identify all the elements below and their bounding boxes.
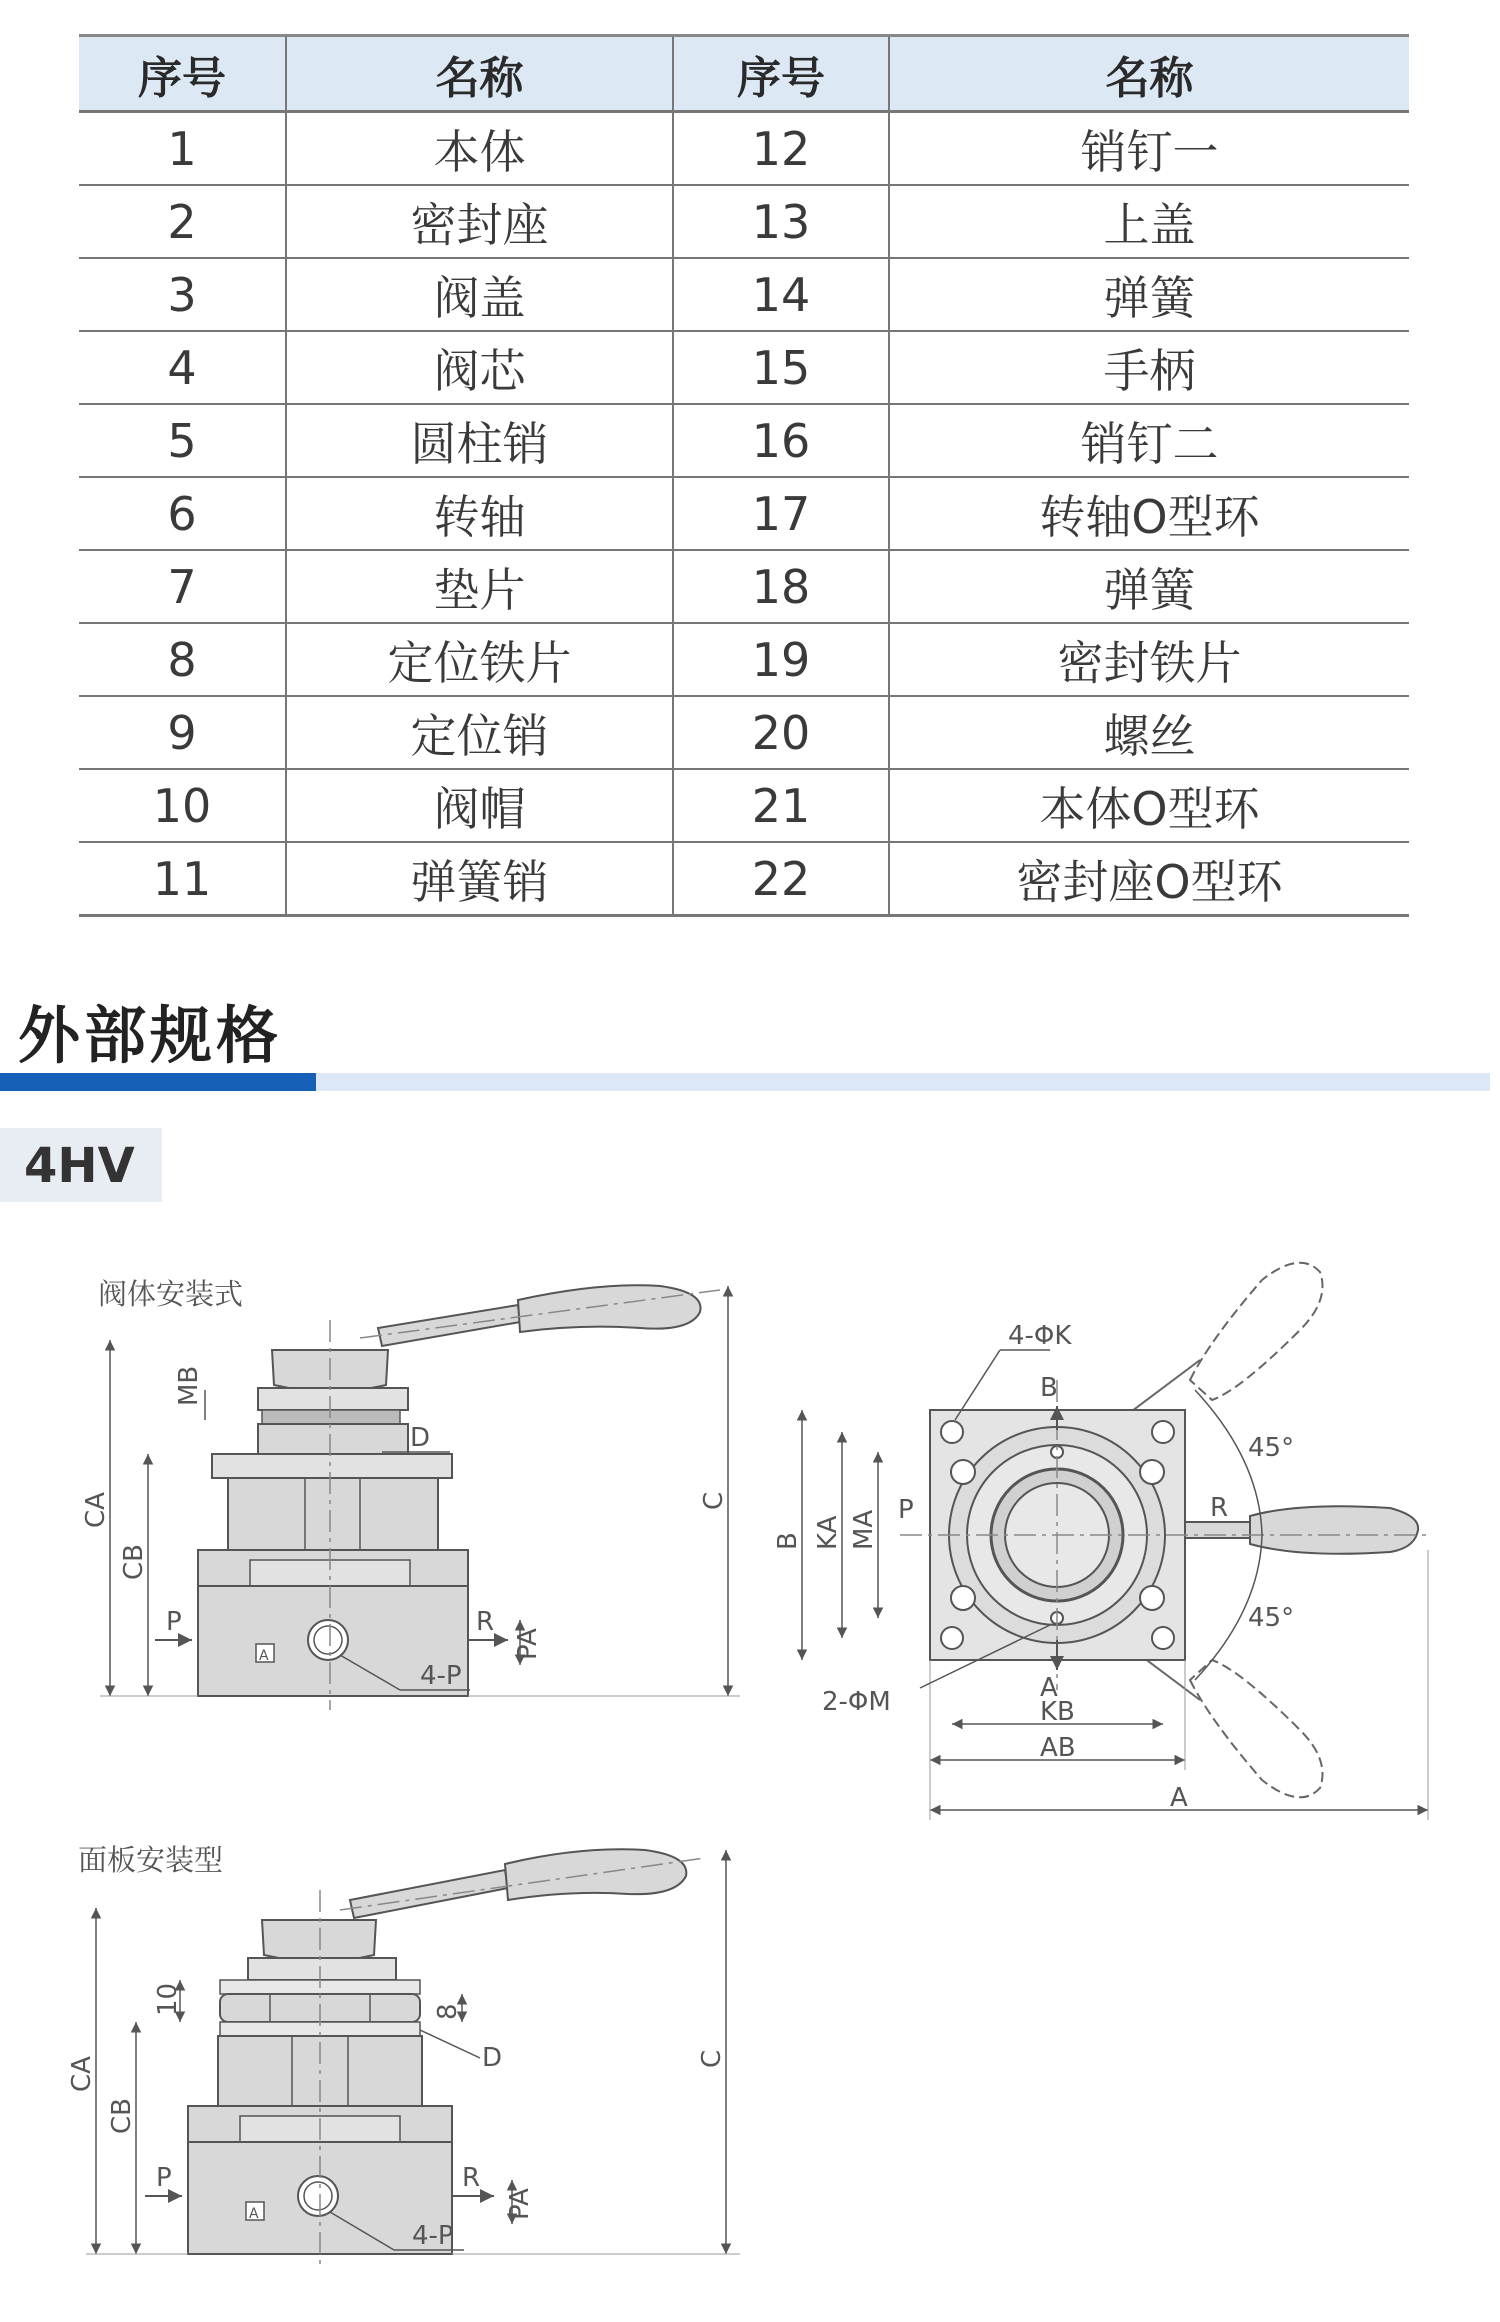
cell-index: 14 (673, 258, 889, 331)
cell-part-name: 定位铁片 (286, 623, 673, 696)
dim-10: 10 (153, 1982, 183, 2016)
cell-index: 9 (79, 696, 286, 769)
angle-label-lower: 45° (1248, 1603, 1295, 1633)
dim-port: 4-P (412, 2221, 454, 2251)
cell-part-name: 销钉一 (889, 112, 1409, 186)
cell-part-name: 手柄 (889, 331, 1409, 404)
port-r-label: R (462, 2163, 481, 2193)
cell-index: 7 (79, 550, 286, 623)
port-r-label: R (1210, 1493, 1229, 1523)
model-name: 4HV (24, 1138, 135, 1194)
cell-index: 16 (673, 404, 889, 477)
port-b-label: B (1040, 1373, 1058, 1403)
port-a-marker: A (249, 2206, 259, 2222)
cell-index: 3 (79, 258, 286, 331)
port-p-label: P (156, 2163, 172, 2193)
port-r-label: R (476, 1607, 495, 1637)
cell-index: 4 (79, 331, 286, 404)
cell-index: 6 (79, 477, 286, 550)
body-mount-drawing (81, 1277, 740, 1710)
cell-index: 22 (673, 842, 889, 916)
cell-part-name: 本体 (286, 112, 673, 186)
angle-label-upper: 45° (1248, 1433, 1295, 1463)
cell-index: 20 (673, 696, 889, 769)
handle-icon (360, 1285, 720, 1346)
header-index-1: 序号 (79, 36, 286, 112)
cell-part-name: 弹簧 (889, 550, 1409, 623)
dim-c: C (697, 2049, 727, 2068)
table-row (79, 769, 1409, 842)
table-row (79, 258, 1409, 331)
dim-8: 8 (433, 2003, 463, 2020)
table-row (79, 185, 1409, 258)
cell-index: 10 (79, 769, 286, 842)
cell-part-name: 弹簧销 (286, 842, 673, 916)
cell-index: 17 (673, 477, 889, 550)
cell-index: 12 (673, 112, 889, 186)
dim-a: A (1170, 1783, 1188, 1813)
dim-ma: MA (849, 1509, 879, 1550)
dimension-drawings (0, 1220, 1500, 2320)
dim-ka: KA (813, 1515, 843, 1550)
cell-part-name: 垫片 (286, 550, 673, 623)
cell-part-name: 密封座O型环 (889, 842, 1409, 916)
table-row (79, 623, 1409, 696)
table-row (79, 404, 1409, 477)
dim-pa: PA (505, 2188, 535, 2220)
port-a-marker: A (259, 1648, 269, 1664)
cell-part-name: 阀帽 (286, 769, 673, 842)
dim-ab: AB (1040, 1733, 1076, 1763)
table-row (79, 112, 1409, 186)
cell-index: 21 (673, 769, 889, 842)
body-mount-caption: 阀体安装式 (98, 1277, 244, 1311)
header-name-2: 名称 (889, 36, 1409, 112)
parts-table (79, 34, 1409, 917)
model-tag (0, 1128, 162, 1202)
dim-ca: CA (67, 2056, 97, 2092)
cell-index: 19 (673, 623, 889, 696)
dim-4-phi-k: 4-ΦK (1008, 1321, 1072, 1351)
dim-2-phi-m: 2-ΦM (822, 1687, 891, 1717)
section-title: 外部规格 (18, 999, 283, 1072)
cell-part-name: 定位销 (286, 696, 673, 769)
dim-cb: CB (119, 1544, 149, 1580)
handle-icon (340, 1849, 705, 1918)
dim-port: 4-P (420, 1661, 462, 1691)
cell-part-name: 弹簧 (889, 258, 1409, 331)
cell-part-name: 阀盖 (286, 258, 673, 331)
cell-index: 15 (673, 331, 889, 404)
table-row (79, 550, 1409, 623)
dim-d: D (482, 2043, 503, 2073)
port-p-label: P (166, 1607, 182, 1637)
panel-mount-caption: 面板安装型 (78, 1843, 224, 1877)
port-p-label: P (898, 1495, 914, 1525)
dim-b: B (773, 1532, 803, 1550)
dim-cb: CB (107, 2098, 137, 2134)
header-index-2: 序号 (673, 36, 889, 112)
cap-ring (258, 1388, 408, 1410)
dim-d: D (410, 1423, 431, 1453)
cell-part-name: 销钉二 (889, 404, 1409, 477)
panel-mount-drawing (67, 1843, 740, 2268)
title-underline (0, 1073, 1490, 1091)
cell-index: 13 (673, 185, 889, 258)
cell-part-name: 密封座 (286, 185, 673, 258)
cell-part-name: 圆柱销 (286, 404, 673, 477)
table-row (79, 477, 1409, 550)
dim-kb: KB (1040, 1697, 1075, 1727)
dim-c: C (699, 1491, 729, 1510)
table-row (79, 696, 1409, 769)
cell-index: 5 (79, 404, 286, 477)
dim-pa: PA (513, 1628, 543, 1660)
cell-index: 1 (79, 112, 286, 186)
port-a-label: A (1040, 1673, 1058, 1703)
dim-ca: CA (81, 1492, 111, 1528)
top-view-drawing (773, 1263, 1430, 1820)
cell-part-name: 螺丝 (889, 696, 1409, 769)
cell-part-name: 密封铁片 (889, 623, 1409, 696)
cell-part-name: 阀芯 (286, 331, 673, 404)
cell-index: 11 (79, 842, 286, 916)
dim-mb: MB (174, 1365, 204, 1406)
title-underline-accent (0, 1073, 316, 1091)
cell-part-name: 上盖 (889, 185, 1409, 258)
cell-part-name: 转轴O型环 (889, 477, 1409, 550)
table-header-row (79, 36, 1409, 112)
cell-part-name: 转轴 (286, 477, 673, 550)
table-row (79, 331, 1409, 404)
cell-index: 18 (673, 550, 889, 623)
cell-part-name: 本体O型环 (889, 769, 1409, 842)
table-row (79, 842, 1409, 916)
valve-cover (228, 1478, 438, 1550)
header-name-1: 名称 (286, 36, 673, 112)
cell-index: 2 (79, 185, 286, 258)
cell-index: 8 (79, 623, 286, 696)
